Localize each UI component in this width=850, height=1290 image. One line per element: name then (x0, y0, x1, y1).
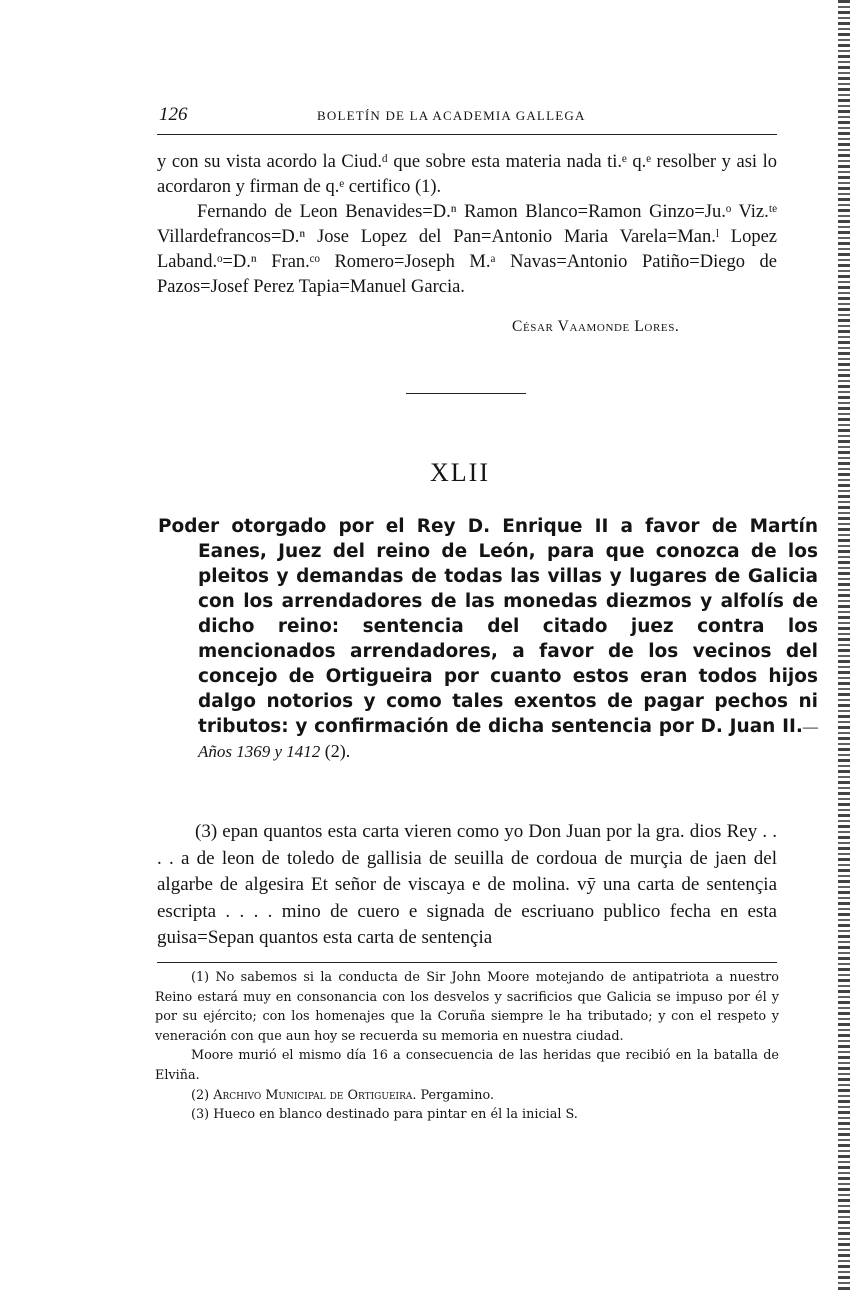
document-years: —Años 1369 y 1412 (198, 717, 818, 761)
footnote-3: (3) Hueco en blanco destinado para pintar en él la inicial S. (191, 1107, 578, 1123)
page-number: 126 (159, 104, 188, 125)
footnotes (155, 968, 779, 1125)
footnote-ref-2: (2). (320, 741, 351, 761)
document-numeral: XLII (430, 458, 490, 487)
scan-edge-decoration (838, 0, 850, 1290)
signatories-paragraph: Fernando de Leon Benavides=D.ⁿ Ramon Blanco=Ramon Ginzo=Ju.ᵒ Viz.ᵗᵉ Villardefrancos=D.ⁿ Jose Lopez del Pan=Antonio Maria Varela=Man.ˡ Lopez Laband.ᵒ=D.ⁿ Fran.ᶜᵒ Romero=Joseph M.ᵃ Navas=Antonio Patiño=Diego de Pazos=Josef Perez Tapia=Manuel Garcia. (157, 202, 777, 297)
footnote-1-continued: Moore murió el mismo día 16 a consecuencia de las heridas que recibió en la batalla de Elviña. (155, 1048, 779, 1083)
page-header (157, 104, 777, 128)
document-title-text: Poder otorgado por el Rey D. Enrique II a favor de Martín Eanes, Juez del reino de León, para que conozca de los pleitos y demandas de todas las villas y lugares de Galicia con los arrendadores de las monedas diezmos y alfolís de dicho reino: sentencia del citado juez contra los mencionados arrendadores, a favor de los vecinos del concejo de Ortigueira por cuanto estos eran todos hijos dalgo notorios y como tales exentos de pagar pechos ni tributos: y confirmación de dicha sentencia por D. Juan II. (158, 516, 818, 737)
running-title: BOLETÍN DE LA ACADEMIA GALLEGA (317, 108, 586, 123)
document-title (158, 514, 818, 764)
document-body: (3) epan quantos esta carta vieren como yo Don Juan por la gra. dios Rey . . . . a de leon de toledo de gallisia de seuilla de cordoua de murçia de jaen del algarbe de algesira Et señor de viscaya e de molina. vӯ una carta de sentençia escripta . . . . mino de cuero e signada de escriuano publico fecha en esta guisa=Sepan quantos esta carta de sentençia (157, 821, 777, 948)
section-separator (406, 393, 526, 394)
footnote-2-source: Archivo Municipal de Ortigueira. (213, 1087, 417, 1103)
footnote-1: (1) No sabemos si la conducta de Sir John Moore motejando de antipatriota a nuestro Reino estará muy en consonancia con los desvelos y sacrificios que Galicia se impuso por él y por su ejército; con los homenajes que la Coruña siempre le ha tributado; y con el respeto y veneración con que aun hoy se recuerda su memoria en nuestra ciudad. (155, 970, 779, 1044)
header-rule (157, 134, 777, 135)
closing-paragraph: y con su vista acordo la Ciud.ᵈ que sobre esta materia nada ti.ᵉ q.ᵉ resolber y asi lo acordaron y firman de q.ᵉ certifico (1). (157, 152, 777, 197)
footnote-2 (155, 1086, 779, 1106)
footnote-rule (157, 962, 777, 963)
author-signature: César Vaamonde Lores. (512, 318, 680, 335)
footnote-2-number: (2) (191, 1087, 210, 1103)
footnote-2-tail: Pergamino. (416, 1087, 495, 1103)
